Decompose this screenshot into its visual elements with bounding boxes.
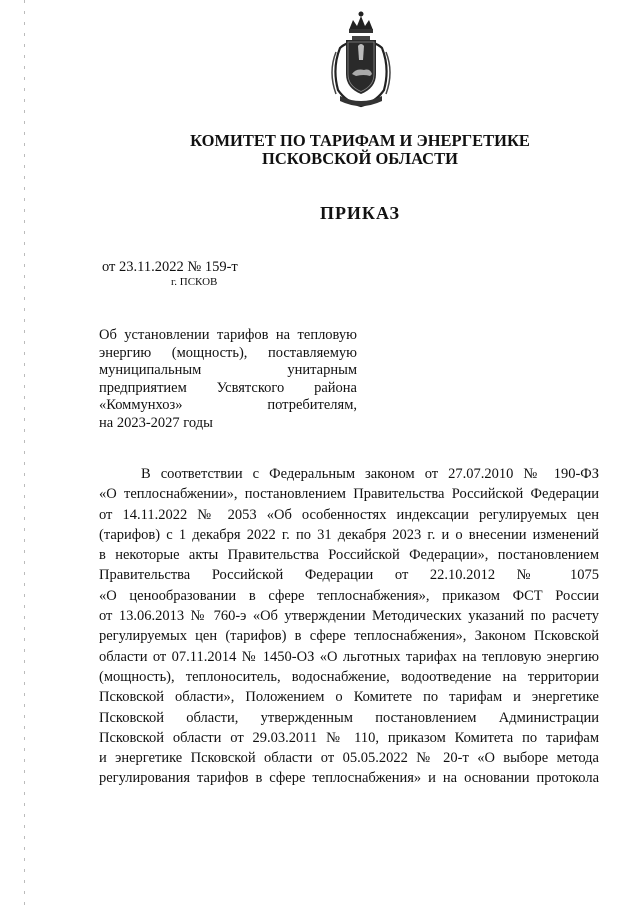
body-line: в некоторые акты Правительства Российской Федерации», постановлением (99, 547, 599, 564)
body-line: «О ценообразовании в сфере теплоснабжения», приказом ФСТ России (99, 587, 599, 604)
subject-line: предприятием Усвятского района (99, 379, 357, 396)
body-line: от 14.11.2022 № 2053 «Об особенностях индексации регулируемых цен (99, 506, 599, 523)
order-body-text (99, 464, 599, 789)
document-type: ПРИКАЗ (319, 203, 401, 223)
subject-line: муниципальным унитарным (99, 362, 357, 379)
body-line: и энергетике Псковской области от 05.05.2022 № 20-т «О выборе метода (99, 750, 599, 767)
issue-city: г. ПСКОВ (171, 276, 218, 288)
body-line: области от 07.11.2014 № 1450-ОЗ «О льготных тарифах на тепловую энергию (99, 648, 599, 665)
body-line: (тарифов) с 1 декабря 2022 г. по 31 декабря 2023 г. и о внесении изменений (99, 526, 599, 543)
order-subject (99, 327, 357, 433)
body-line: (мощность), теплоноситель, водоснабжение, водоотведение на территории (99, 668, 599, 685)
order-date-number: от 23.11.2022 № 159-т (102, 259, 238, 275)
pskov-coat-of-arms-icon (326, 8, 396, 112)
scan-edge-artifact (24, 0, 25, 905)
org-name-line1: КОМИТЕТ ПО ТАРИФАМ И ЭНЕРГЕТИКЕ (190, 131, 530, 150)
subject-line: Об установлении тарифов на тепловую (99, 327, 357, 343)
body-line: регулирования тарифов в сфере теплоснабжения» и на основании протокола (99, 770, 599, 787)
body-line: регулируемых цен (тарифов) в сфере теплоснабжения», Законом Псковской (99, 628, 599, 645)
body-line: Правительства Российской Федерации от 22.10.2012 № 1075 (99, 567, 599, 584)
org-name-line2: ПСКОВСКОЙ ОБЛАСТИ (262, 149, 458, 168)
body-line: Псковской области», Положением о Комитете по тарифам и энергетике (99, 689, 599, 706)
subject-line: на 2023-2027 годы (99, 414, 213, 431)
subject-line: «Коммунхоз» потребителям, (99, 397, 357, 414)
body-line: «О теплоснабжении», постановлением Правительства Российской Федерации (99, 486, 599, 503)
body-line: В соответствии с Федеральным законом от 27.07.2010 № 190-ФЗ (141, 466, 599, 482)
body-line: Псковской области от 29.03.2011 № 110, приказом Комитета по тарифам (99, 729, 599, 746)
body-line: Псковской области, утвержденным постановлением Администрации (99, 709, 599, 726)
body-line: от 13.06.2013 № 760-э «Об утверждении Методических указаний по расчету (99, 608, 599, 625)
subject-line: энергию (мощность), поставляемую (99, 344, 357, 361)
